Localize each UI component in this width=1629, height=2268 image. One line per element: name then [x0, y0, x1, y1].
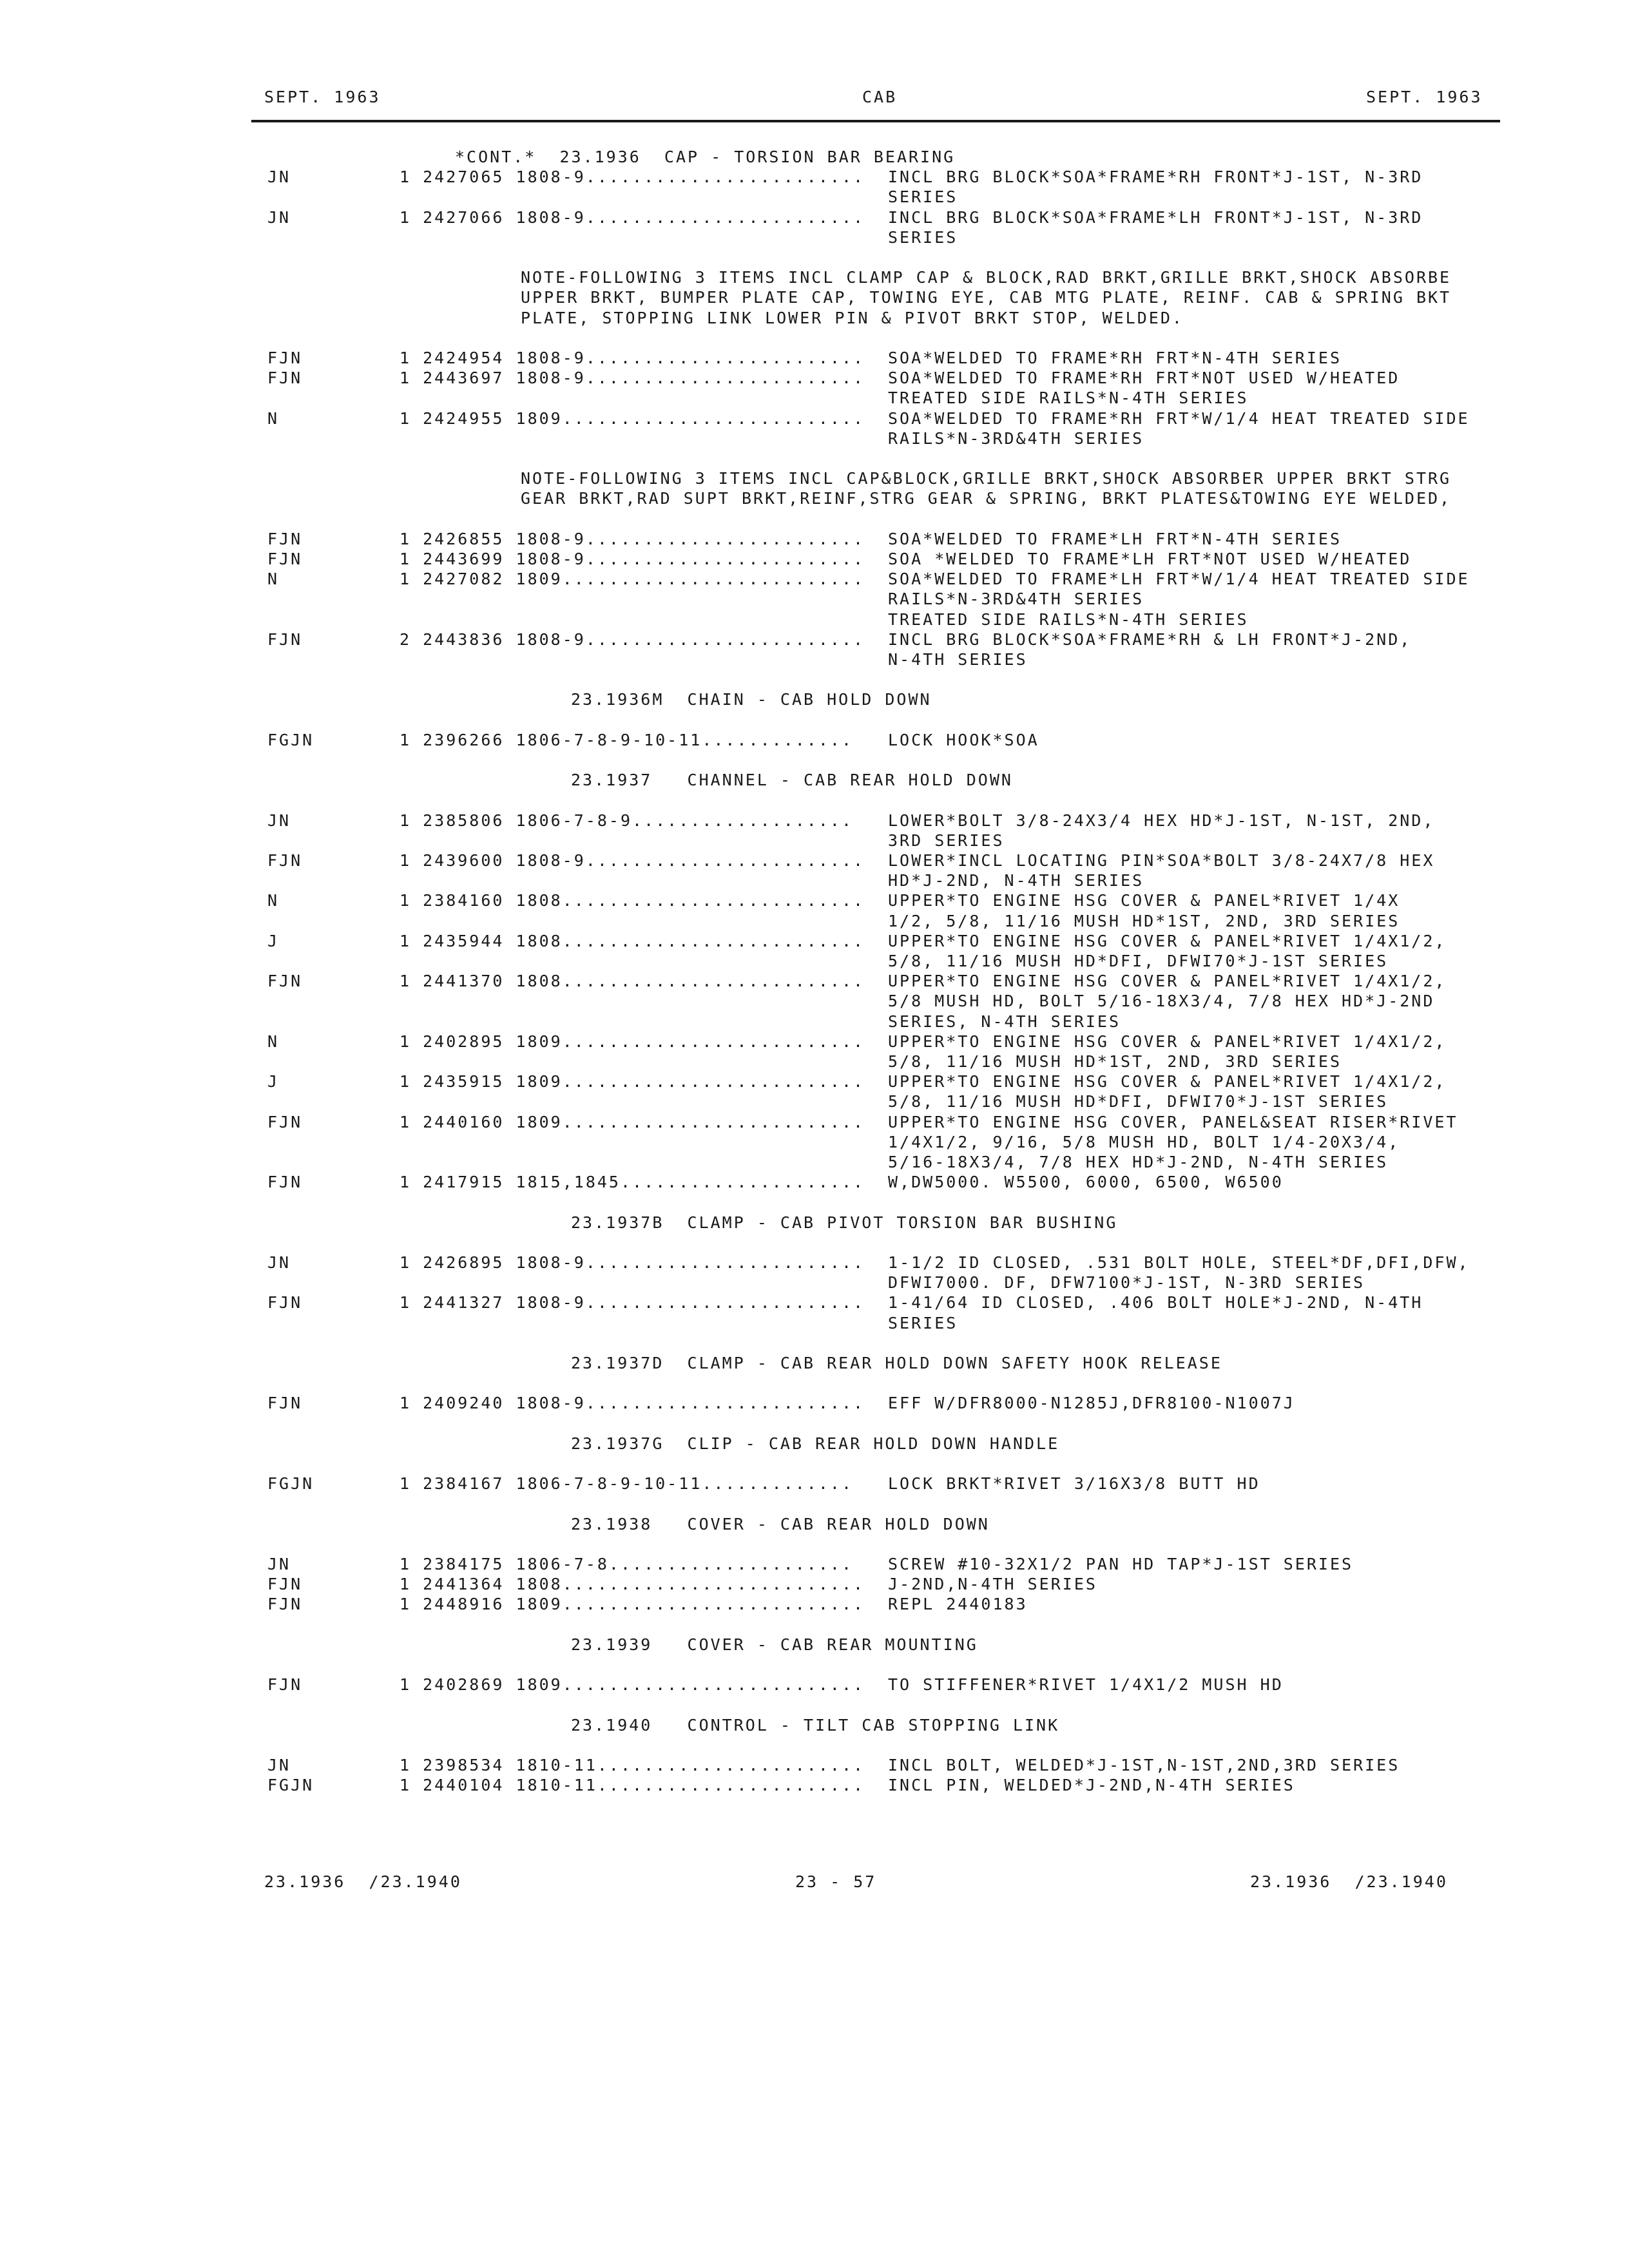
model-code: JN [267, 811, 291, 830]
description-continuation: 1/4X1/2, 9/16, 5/8 MUSH HD, BOLT 1/4-20X3/4, [888, 1133, 1400, 1151]
description-continuation: 1/2, 5/8, 11/16 MUSH HD*1ST, 2ND, 3RD SERIES [888, 912, 1400, 930]
part-number: 1 2417915 1815,1845..................... [400, 1173, 865, 1191]
section-heading: 23.1937D CLAMP - CAB REAR HOLD DOWN SAFETY HOOK RELEASE [571, 1354, 1222, 1372]
model-code: FJN [267, 530, 303, 548]
footer-range-left: 23.1936 /23.1940 [264, 1872, 462, 1891]
note-text: UPPER BRKT, BUMPER PLATE CAP, TOWING EYE, CAB MTG PLATE, REINF. CAB & SPRING BKT [521, 288, 1452, 307]
part-description: LOCK BRKT*RIVET 3/16X3/8 BUTT HD [888, 1474, 1260, 1493]
description-continuation: 5/8, 11/16 MUSH HD*DFI, DFWI70*J-1ST SERIES [888, 1092, 1389, 1111]
part-description: UPPER*TO ENGINE HSG COVER & PANEL*RIVET 1/4X1/2, [888, 1072, 1447, 1091]
part-description: 1-1/2 ID CLOSED, .531 BOLT HOLE, STEEL*DF,DFI,DFW, [888, 1253, 1470, 1272]
part-description: SOA*WELDED TO FRAME*LH FRT*N-4TH SERIES [888, 530, 1342, 548]
model-code: N [267, 570, 280, 588]
part-description: J-2ND,N-4TH SERIES [888, 1575, 1097, 1593]
description-continuation: TREATED SIDE RAILS*N-4TH SERIES [888, 389, 1249, 407]
part-description: SCREW #10-32X1/2 PAN HD TAP*J-1ST SERIES [888, 1555, 1354, 1573]
part-description: INCL BOLT, WELDED*J-1ST,N-1ST,2ND,3RD SERIES [888, 1756, 1400, 1774]
model-code: FGJN [267, 1776, 314, 1794]
model-code: N [267, 1032, 280, 1051]
part-number: 1 2385806 1806-7-8-9................... [400, 811, 853, 830]
section-heading: 23.1937G CLIP - CAB REAR HOLD DOWN HANDLE [571, 1434, 1060, 1453]
model-code: FJN [267, 1293, 303, 1312]
part-number: 1 2402869 1809.......................... [400, 1675, 865, 1694]
model-code: FJN [267, 550, 303, 568]
part-description: W,DW5000. W5500, 6000, 6500, W6500 [888, 1173, 1284, 1191]
part-description: SOA *WELDED TO FRAME*LH FRT*NOT USED W/HEATED [888, 550, 1412, 568]
section-heading: 23.1937 CHANNEL - CAB REAR HOLD DOWN [571, 771, 1013, 789]
footer-range-right: 23.1936 /23.1940 [1250, 1872, 1448, 1891]
model-code: FJN [267, 851, 303, 870]
header-date-left: SEPT. 1963 [264, 88, 381, 106]
section-heading: 23.1940 CONTROL - TILT CAB STOPPING LINK [571, 1716, 1060, 1735]
part-description: REPL 2440183 [888, 1595, 1028, 1613]
part-number: 1 2427082 1809.......................... [400, 570, 865, 588]
part-description: 1-41/64 ID CLOSED, .406 BOLT HOLE*J-2ND, N-4TH [888, 1293, 1423, 1312]
part-number: 1 2441327 1808-9........................ [400, 1293, 865, 1312]
model-code: FJN [267, 972, 303, 990]
part-number: 1 2384175 1806-7-8..................... [400, 1555, 853, 1573]
description-continuation: 5/8, 11/16 MUSH HD*DFI, DFWI70*J-1ST SERIES [888, 952, 1389, 970]
model-code: JN [267, 208, 291, 227]
continued-heading: *CONT.* 23.1936 CAP - TORSION BAR BEARING [455, 148, 956, 166]
footer-page-number: 23 - 57 [795, 1872, 877, 1891]
model-code: FJN [267, 1173, 303, 1191]
part-number: 1 2427066 1808-9........................ [400, 208, 865, 227]
model-code: JN [267, 1253, 291, 1272]
part-number: 1 2448916 1809.......................... [400, 1595, 865, 1613]
model-code: J [267, 932, 280, 950]
section-heading: 23.1939 COVER - CAB REAR MOUNTING [571, 1635, 978, 1654]
part-number: 1 2426855 1808-9........................ [400, 530, 865, 548]
part-number: 1 2409240 1808-9........................ [400, 1394, 865, 1412]
part-number: 1 2440160 1809.......................... [400, 1113, 865, 1131]
note-text: GEAR BRKT,RAD SUPT BRKT,REINF,STRG GEAR & SPRING, BRKT PLATES&TOWING EYE WELDED, [521, 489, 1452, 508]
model-code: N [267, 409, 280, 428]
model-code: FJN [267, 1595, 303, 1613]
part-description: INCL PIN, WELDED*J-2ND,N-4TH SERIES [888, 1776, 1295, 1794]
note-text: PLATE, STOPPING LINK LOWER PIN & PIVOT BRKT STOP, WELDED. [521, 309, 1184, 327]
description-continuation: 5/8, 11/16 MUSH HD*1ST, 2ND, 3RD SERIES [888, 1052, 1342, 1071]
description-continuation: TREATED SIDE RAILS*N-4TH SERIES [888, 610, 1249, 629]
part-description: LOWER*BOLT 3/8-24X3/4 HEX HD*J-1ST, N-1ST, 2ND, [888, 811, 1435, 830]
part-description: UPPER*TO ENGINE HSG COVER & PANEL*RIVET 1/4X1/2, [888, 1032, 1447, 1051]
part-description: UPPER*TO ENGINE HSG COVER & PANEL*RIVET 1/4X1/2, [888, 972, 1447, 990]
part-number: 1 2398534 1810-11....................... [400, 1756, 865, 1774]
part-number: 1 2439600 1808-9........................ [400, 851, 865, 870]
part-description: UPPER*TO ENGINE HSG COVER & PANEL*RIVET 1/4X [888, 891, 1400, 910]
part-description: INCL BRG BLOCK*SOA*FRAME*RH FRONT*J-1ST, N-3RD [888, 168, 1423, 186]
model-code: JN [267, 168, 291, 186]
part-number: 1 2443697 1808-9........................ [400, 369, 865, 387]
description-continuation: SERIES [888, 1314, 958, 1332]
model-code: FJN [267, 369, 303, 387]
part-number: 1 2440104 1810-11....................... [400, 1776, 865, 1794]
note-text: NOTE-FOLLOWING 3 ITEMS INCL CLAMP CAP & BLOCK,RAD BRKT,GRILLE BRKT,SHOCK ABSORBE [521, 268, 1452, 287]
part-description: INCL BRG BLOCK*SOA*FRAME*RH & LH FRONT*J-2ND, [888, 630, 1412, 649]
section-heading: 23.1937B CLAMP - CAB PIVOT TORSION BAR BUSHING [571, 1213, 1118, 1232]
part-description: LOWER*INCL LOCATING PIN*SOA*BOLT 3/8-24X7/8 HEX [888, 851, 1435, 870]
part-number: 1 2427065 1808-9........................ [400, 168, 865, 186]
model-code: N [267, 891, 280, 910]
description-continuation: SERIES [888, 228, 958, 247]
part-description: SOA*WELDED TO FRAME*RH FRT*W/1/4 HEAT TREATED SIDE [888, 409, 1470, 428]
part-number: 1 2441370 1808.......................... [400, 972, 865, 990]
part-number: 1 2402895 1809.......................... [400, 1032, 865, 1051]
part-description: UPPER*TO ENGINE HSG COVER & PANEL*RIVET 1/4X1/2, [888, 932, 1447, 950]
description-continuation: 5/8 MUSH HD, BOLT 5/16-18X3/4, 7/8 HEX HD*J-2ND [888, 992, 1435, 1010]
part-number: 1 2435915 1809.......................... [400, 1072, 865, 1091]
part-number: 1 2424954 1808-9........................ [400, 349, 865, 367]
section-heading: 23.1938 COVER - CAB REAR HOLD DOWN [571, 1515, 990, 1533]
part-number: 1 2426895 1808-9........................ [400, 1253, 865, 1272]
part-number: 1 2424955 1809.......................... [400, 409, 865, 428]
description-continuation: RAILS*N-3RD&4TH SERIES [888, 590, 1144, 608]
part-description: SOA*WELDED TO FRAME*RH FRT*NOT USED W/HEATED [888, 369, 1400, 387]
model-code: FJN [267, 630, 303, 649]
model-code: FGJN [267, 731, 314, 749]
description-continuation: HD*J-2ND, N-4TH SERIES [888, 871, 1144, 890]
model-code: FJN [267, 1113, 303, 1131]
header-date-right: SEPT. 1963 [1366, 88, 1483, 106]
model-code: JN [267, 1756, 291, 1774]
part-number: 1 2384167 1806-7-8-9-10-11............. [400, 1474, 853, 1493]
description-continuation: N-4TH SERIES [888, 650, 1028, 669]
part-description: UPPER*TO ENGINE HSG COVER, PANEL&SEAT RISER*RIVET [888, 1113, 1458, 1131]
description-continuation: 5/16-18X3/4, 7/8 HEX HD*J-2ND, N-4TH SERIES [888, 1153, 1389, 1171]
part-description: EFF W/DFR8000-N1285J,DFR8100-N1007J [888, 1394, 1295, 1412]
header-rule [251, 120, 1500, 122]
model-code: FJN [267, 1675, 303, 1694]
part-number: 2 2443836 1808-9........................ [400, 630, 865, 649]
model-code: JN [267, 1555, 291, 1573]
part-number: 1 2441364 1808.......................... [400, 1575, 865, 1593]
description-continuation: SERIES, N-4TH SERIES [888, 1012, 1121, 1031]
model-code: FJN [267, 1575, 303, 1593]
model-code: FJN [267, 349, 303, 367]
part-number: 1 2443699 1808-9........................ [400, 550, 865, 568]
description-continuation: 3RD SERIES [888, 831, 1005, 850]
description-continuation: SERIES [888, 187, 958, 206]
section-heading: 23.1936M CHAIN - CAB HOLD DOWN [571, 690, 932, 709]
part-number: 1 2396266 1806-7-8-9-10-11............. [400, 731, 853, 749]
part-description: SOA*WELDED TO FRAME*RH FRT*N-4TH SERIES [888, 349, 1342, 367]
part-description: LOCK HOOK*SOA [888, 731, 1039, 749]
model-code: FGJN [267, 1474, 314, 1493]
part-description: INCL BRG BLOCK*SOA*FRAME*LH FRONT*J-1ST, N-3RD [888, 208, 1423, 227]
header-section-title: CAB [862, 88, 898, 106]
note-text: NOTE-FOLLOWING 3 ITEMS INCL CAP&BLOCK,GRILLE BRKT,SHOCK ABSORBER UPPER BRKT STRG [521, 469, 1452, 488]
part-number: 1 2435944 1808.......................... [400, 932, 865, 950]
part-description: TO STIFFENER*RIVET 1/4X1/2 MUSH HD [888, 1675, 1284, 1694]
part-description: SOA*WELDED TO FRAME*LH FRT*W/1/4 HEAT TREATED SIDE [888, 570, 1470, 588]
description-continuation: DFWI7000. DF, DFW7100*J-1ST, N-3RD SERIES [888, 1273, 1365, 1292]
part-number: 1 2384160 1808.......................... [400, 891, 865, 910]
model-code: FJN [267, 1394, 303, 1412]
model-code: J [267, 1072, 280, 1091]
description-continuation: RAILS*N-3RD&4TH SERIES [888, 429, 1144, 448]
